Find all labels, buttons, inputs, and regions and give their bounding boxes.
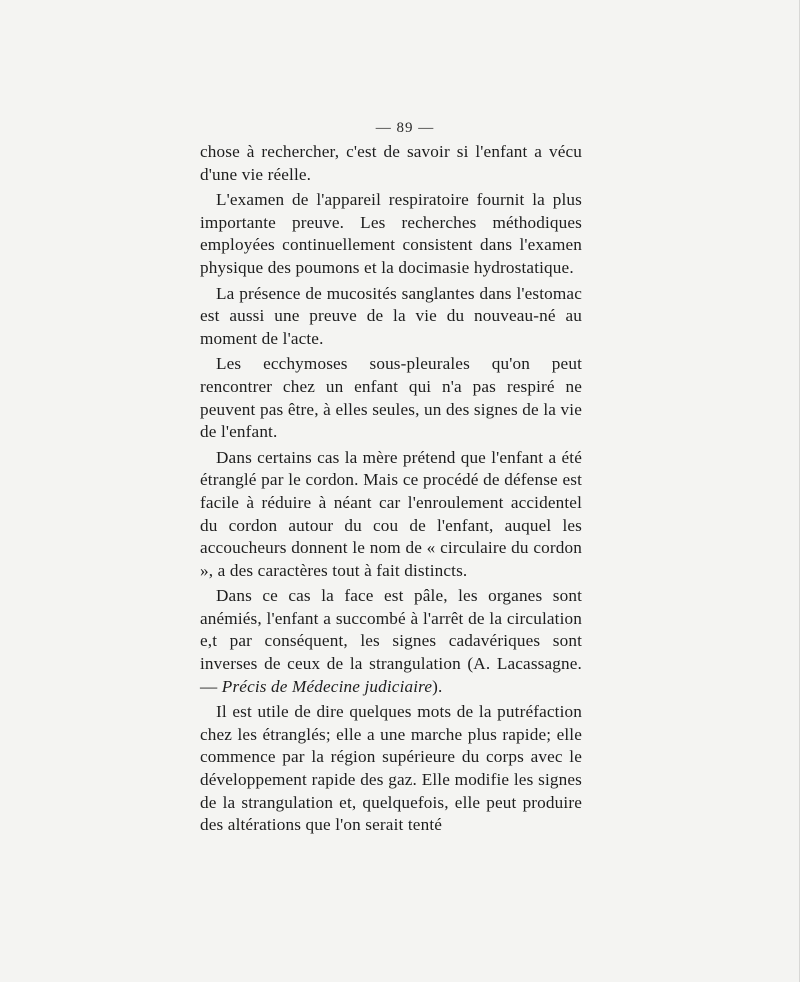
paragraph-pale-face-end: ).	[432, 676, 443, 696]
paragraph-putrefaction: Il est utile de dire quelques mots de la putréfaction chez les étranglés; elle a une marche plus rapide; elle commence par la région supérieure du corps avec le développement rapide des gaz. Elle modifie les signes de la strangulation et, quelquefois, elle peut produire des altérations que l'on serait tenté	[200, 702, 582, 835]
paragraph-ecchymoses: Les ecchymoses sous-pleurales qu'on peut rencontrer chez un enfant qui n'a pas respiré ne peuvent pas être, à elles seules, un des signes de la vie de l'enfant.	[200, 354, 582, 442]
paragraph-stomach-mucus: La présence de mucosités sanglantes dans l'estomac est aussi une preuve de la vie du nouveau-né au moment de l'acte.	[200, 283, 582, 348]
paragraph-continuation: chose à rechercher, c'est de savoir si l'enfant a vécu d'une vie réelle.	[200, 142, 582, 184]
paragraph-pale-face	[200, 585, 582, 698]
page-number: — 89 —	[375, 120, 435, 136]
paragraph-cord-strangulation: Dans certains cas la mère prétend que l'enfant a été étranglé par le cordon. Mais ce procédé de défense est facile à réduire à néant car l'enroulement accidentel du cordon autour du cou de l'enfant, auquel les accoucheurs donnent le nom de « circulaire du cordon », a des caractères tout à fait distincts.	[200, 447, 582, 580]
paragraph-pale-face-text: Dans ce cas la face est pâle, les organes sont anémiés, l'enfant a succombé à l'arrêt de la circulation e,t par conséquent, les signes cadavériques sont inverses de ceux de la strangulation (A. Lacassagne. —	[200, 586, 582, 696]
body-text	[200, 141, 582, 840]
book-title-reference: Précis de Médecine judiciaire	[221, 676, 433, 696]
paragraph-respiratory-exam: L'examen de l'appareil respiratoire fournit la plus importante preuve. Les recherches méthodiques employées continuellement consistent dans l'examen physique des poumons et la docimasie hydrostatique.	[200, 190, 582, 277]
